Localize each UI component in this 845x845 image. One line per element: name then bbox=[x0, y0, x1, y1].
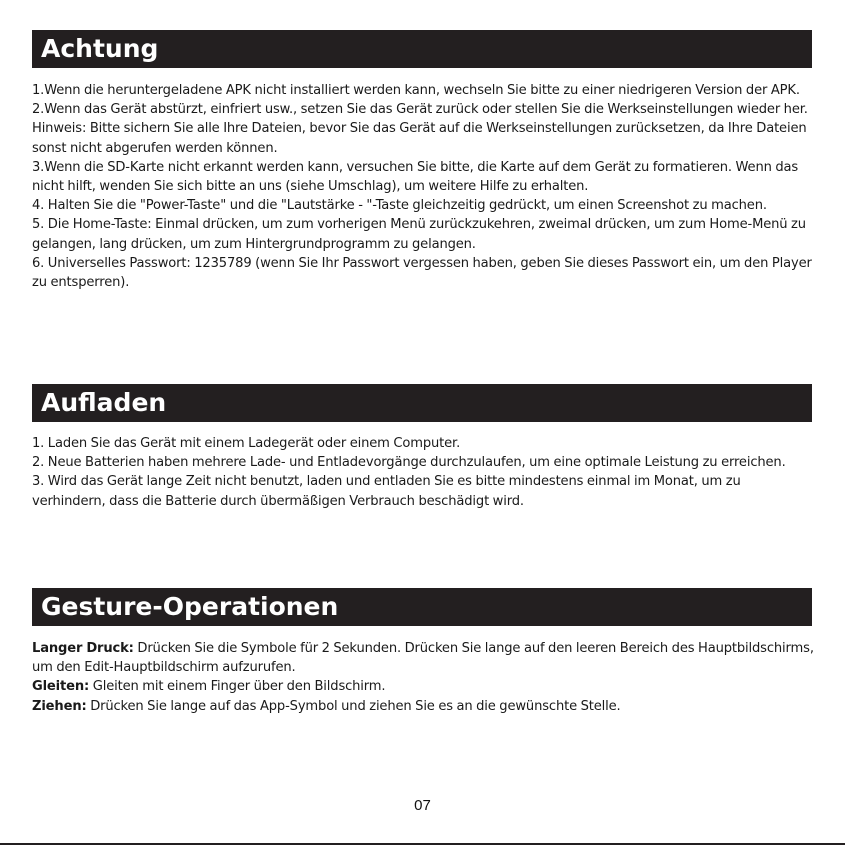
aufladen-paragraph-1: 1. Laden Sie das Gerät mit einem Ladegerät oder einem Computer. bbox=[32, 436, 461, 451]
section-title-gesture-operationen: Gesture-Operationen bbox=[41, 592, 339, 621]
gesture-item-gleiten bbox=[32, 677, 814, 696]
achtung-paragraph-1: 1.Wenn die heruntergeladene APK nicht installiert werden kann, wechseln Sie bitte zu einer niedrigeren Version der APK. bbox=[32, 83, 800, 98]
section-header-gesture-operationen bbox=[32, 588, 812, 626]
section-body-aufladen bbox=[32, 434, 814, 511]
section-title-achtung: Achtung bbox=[41, 34, 159, 63]
section-header-achtung bbox=[32, 30, 812, 68]
aufladen-paragraph-3: 3. Wird das Gerät lange Zeit nicht benutzt, laden und entladen Sie es bitte mindestens einmal im Monat, um zu verhindern, dass die Batterie durch übermäßigen Verbrauch beschädigt wird. bbox=[32, 474, 741, 509]
gesture-term-langer-druck: Langer Druck: bbox=[32, 641, 134, 656]
achtung-paragraph-2: 2.Wenn das Gerät abstürzt, einfriert usw., setzen Sie das Gerät zurück oder stellen Sie die Werkseinstellungen wieder her. Hinweis: Bitte sichern Sie alle Ihre Dateien, bevor Sie das Gerät auf die Werkseinstellungen zurücksetzen, da Ihre Dateien sonst nicht abgerufen werden können. bbox=[32, 102, 808, 156]
section-header-aufladen bbox=[32, 384, 812, 422]
gesture-item-langer-druck bbox=[32, 639, 814, 677]
aufladen-paragraph-2: 2. Neue Batterien haben mehrere Lade- und Entladevorgänge durchzulaufen, um eine optimale Leistung zu erreichen. bbox=[32, 455, 786, 471]
gesture-text-gleiten: Gleiten mit einem Finger über den Bildschirm. bbox=[89, 679, 386, 695]
page-number: 07 bbox=[414, 797, 431, 814]
achtung-paragraph-5: 5. Die Home-Taste: Einmal drücken, um zum vorherigen Menü zurückzukehren, zweimal drücken, um zum Home-Menü zu gelangen, lang drücken, um zum Hintergrundprogramm zu gelangen. bbox=[32, 217, 806, 252]
achtung-paragraph-4: 4. Halten Sie die "Power-Taste" und die "Lautstärke - "-Taste gleichzeitig gedrückt, um einen Screenshot zu machen. bbox=[32, 198, 767, 214]
section-body-gesture-operationen bbox=[32, 639, 814, 716]
gesture-term-gleiten: Gleiten: bbox=[32, 679, 90, 695]
section-title-aufladen: Aufladen bbox=[41, 388, 167, 417]
gesture-term-ziehen: Ziehen: bbox=[32, 698, 87, 714]
gesture-text-langer-druck: Drücken Sie die Symbole für 2 Sekunden. Drücken Sie lange auf den leeren Bereich des Hauptbildschirms, um den Edit-Hauptbildschirm aufzurufen. bbox=[32, 641, 814, 676]
gesture-text-ziehen: Drücken Sie lange auf das App-Symbol und ziehen Sie es an die gewünschte Stelle. bbox=[86, 698, 621, 714]
gesture-item-ziehen bbox=[32, 697, 814, 716]
section-body-achtung bbox=[32, 81, 814, 292]
achtung-paragraph-6: 6. Universelles Passwort: 1235789 (wenn Sie Ihr Passwort vergessen haben, geben Sie dieses Passwort ein, um den Player zu entsperren). bbox=[32, 255, 812, 291]
achtung-paragraph-3: 3.Wenn die SD-Karte nicht erkannt werden kann, versuchen Sie bitte, die Karte auf dem Gerät zu formatieren. Wenn das nicht hilft, wenden Sie sich bitte an uns (siehe Umschlag), um weitere Hilfe zu erhalten. bbox=[32, 159, 799, 195]
